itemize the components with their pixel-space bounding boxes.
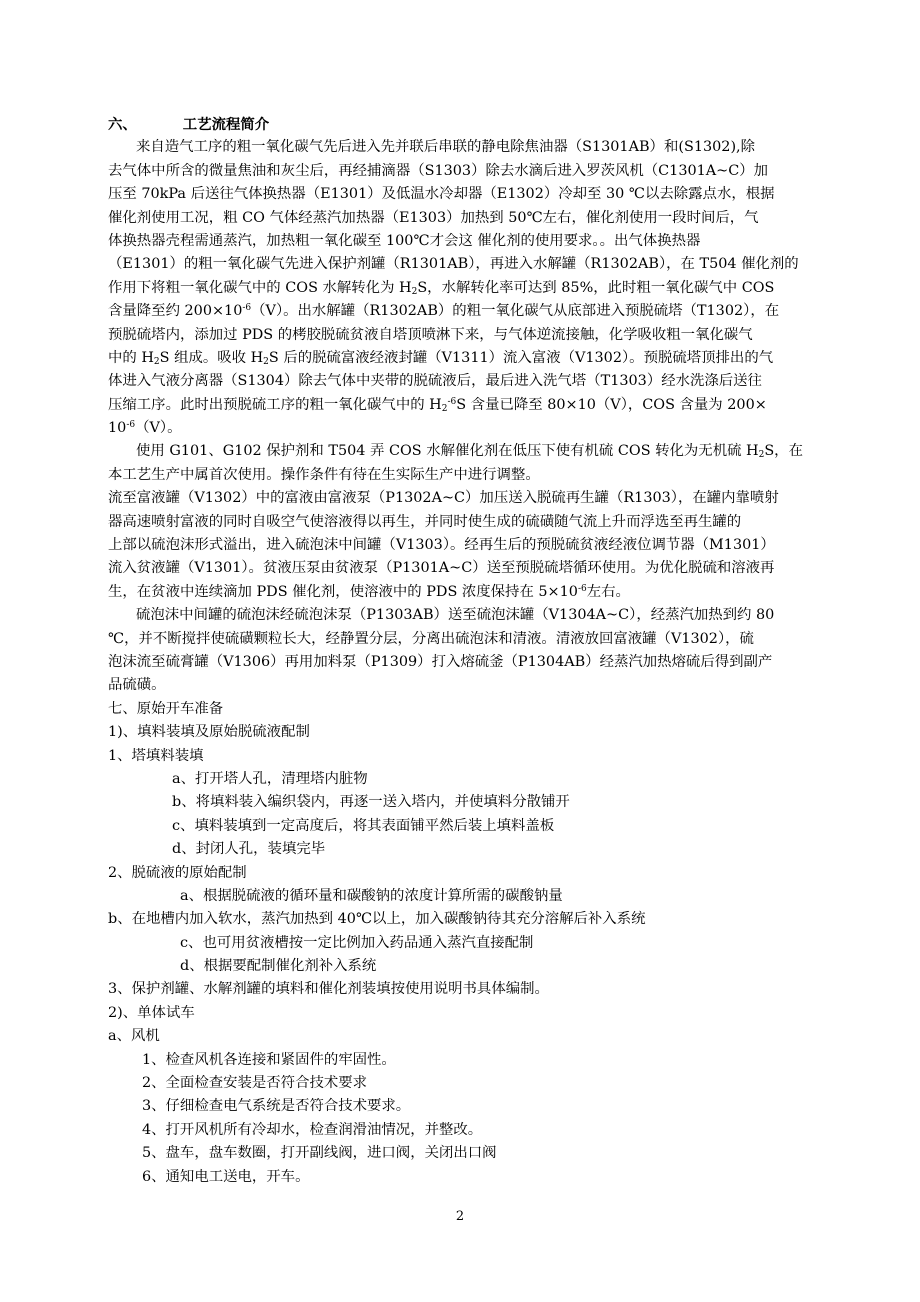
list-item: d、封闭人孔，装填完毕 xyxy=(172,841,326,858)
text-run: 作用下将粗一氧化碳气中的 COS 水解转化为 H xyxy=(108,279,412,296)
superscript: -6 xyxy=(242,303,252,314)
text-run: 中的 H xyxy=(108,349,154,366)
list-item: 4、打开风机所有冷却水，检查润滑油情况，并整改。 xyxy=(142,1121,483,1138)
paragraph-line: 品硫磺。 xyxy=(108,677,166,694)
list-heading-catalyst: 3、保护剂罐、水解剂罐的填料和催化剂装填按使用说明书具体编制。 xyxy=(108,981,549,998)
paragraph-line: 催化剂使用工况，粗 CO 气体经蒸汽加热器（E1303）加热到 50℃左右，催化剂使用一段时间后，气 xyxy=(108,209,759,226)
subscript: 2 xyxy=(263,356,269,367)
list-item: a、打开塔人孔，清理塔内脏物 xyxy=(172,770,368,787)
list-item: c、也可用贫液槽按一定比例加入药品通入蒸汽直接配制 xyxy=(180,934,534,951)
list-item: b、将填料装入编织袋内，再逐一送入塔内，并使填料分散铺开 xyxy=(172,794,570,811)
paragraph-process-flow xyxy=(108,136,820,440)
subscript: 2 xyxy=(411,286,418,297)
text-run: S 含量已降至 80×10 xyxy=(456,396,596,413)
text-run: 使用 G101、G102 保护剂和 T504 弄 COS 水解催化剂在低压下使有机硫 COS 转化为无机硫 H xyxy=(136,443,759,460)
paragraph-line xyxy=(108,417,820,440)
document-body xyxy=(108,113,820,1189)
list-item: 5、盘车，盘车数圈，打开副线阀，进口阀，关闭出口阀 xyxy=(142,1145,497,1162)
list-item: a、根据脱硫液的循环量和碳酸钠的浓度计算所需的碳酸钠量 xyxy=(180,887,563,904)
paragraph-regeneration xyxy=(108,487,820,604)
subsection-heading-1: 1)、填料装填及原始脱硫液配制 xyxy=(108,724,310,741)
list-item: 2、全面检查安装是否符合技术要求 xyxy=(142,1075,368,1092)
paragraph-line: 流入贫液罐（V1301）。贫液压泵由贫液泵（P1301A~C）送至预脱硫塔循环使用。为优化脱硫和溶液再 xyxy=(108,560,775,577)
text-run: 左右。 xyxy=(586,583,630,600)
text-run: S 组成。吸收 H xyxy=(159,349,264,366)
text-run: 含量降至约 200×10 xyxy=(108,303,243,320)
paragraph-line: （E1301）的粗一氧化碳气先进入保护剂罐（R1301AB），再进入水解罐（R1302AB），在 T504 催化剂的 xyxy=(108,256,799,273)
section-heading-7: 七、原始开车准备 xyxy=(108,700,224,717)
subscript: 2 xyxy=(758,450,765,461)
text-run: 生，在贫液中连续滴加 PDS 催化剂，使溶液中的 PDS 浓度保持在 5×10 xyxy=(108,583,578,600)
subscript: 2 xyxy=(441,403,448,414)
paragraph-sulfur-foam xyxy=(108,604,820,698)
text-run: S 后的脱硫富液经液封罐（V1311）流入富液（V1302）。预脱硫塔顶排出的气 xyxy=(268,349,774,366)
paragraph-line xyxy=(108,347,820,370)
text-run: （V）。 xyxy=(135,420,182,437)
list-heading-solution: 2、脱硫液的原始配制 xyxy=(108,864,247,881)
paragraph-line: 体进入气液分离器（S1304）除去气体中夹带的脱硫液后，最后进入洗气塔（T1303）经水洗涤后送往 xyxy=(108,373,762,390)
paragraph-line: 体换热器壳程需通蒸汽，加热粗一氧化碳至 100℃才会这 催化剂的使用要求。。出气体换热器 xyxy=(108,232,701,249)
paragraph-line xyxy=(108,300,820,323)
text-run: S，水解转化率可达到 85%，此时粗一氧化碳气中 COS xyxy=(417,279,775,296)
section-number: 六、 xyxy=(108,116,137,133)
list-item: 3、仔细检查电气系统是否符合技术要求。 xyxy=(142,1098,411,1115)
text-run: 10 xyxy=(108,420,127,437)
superscript: -6 xyxy=(447,396,457,407)
text-run: S，在 xyxy=(764,443,803,460)
paragraph-line xyxy=(108,440,820,463)
list-heading-fan: a、风机 xyxy=(108,1028,160,1045)
paragraph-line: 器高速喷射富液的同时自吸空气使溶液得以再生，并同时使生成的硫磺随气流上升而浮选至再生罐的 xyxy=(108,513,742,530)
list-item: b、在地槽内加入软水，蒸汽加热到 40℃以上，加入碳酸钠待其充分溶解后补入系统 xyxy=(108,911,646,928)
paragraph-line xyxy=(108,277,820,300)
paragraph-line: 泡沫流至硫膏罐（V1306）再用加料泵（P1309）打入熔硫釜（P1304AB）经蒸汽加热熔硫后得到副产 xyxy=(108,653,773,670)
paragraph-line xyxy=(108,394,820,417)
list-item: 6、通知电工送电，开车。 xyxy=(142,1168,310,1185)
paragraph-line: ℃，并不断搅拌使硫磺颗粒长大，经静置分层，分离出硫泡沫和清液。清液放回富液罐（V1302），硫 xyxy=(108,630,754,647)
paragraph-line: 预脱硫塔内，添加过 PDS 的栲胶脱硫贫液自塔顶喷淋下来，与气体逆流接触，化学吸收粗一氧化碳气 xyxy=(108,326,753,343)
paragraph-line: 流至富液罐（V1302）中的富液由富液泵（P1302A~C）加压送入脱硫再生罐（R1303），在罐内靠喷射 xyxy=(108,490,779,507)
paragraph-line: 硫泡沫中间罐的硫泡沫经硫泡沫泵（P1303AB）送至硫泡沫罐（V1304A~C），经蒸汽加热到约 80 xyxy=(136,607,775,624)
list-item: c、填料装填到一定高度后，将其表面铺平然后装上填料盖板 xyxy=(172,817,555,834)
paragraph-catalyst-usage xyxy=(108,440,820,487)
page-number: 2 xyxy=(455,1209,465,1224)
paragraph-line: 来自造气工序的粗一氧化碳气先后进入先并联后串联的静电除焦油器（S1301AB）和(S1302),除 xyxy=(136,139,756,156)
list-item: d、根据要配制催化剂补入系统 xyxy=(180,958,377,975)
section-title: 工艺流程简介 xyxy=(182,116,270,133)
paragraph-line: 上部以硫泡沫形式溢出，进入硫泡沫中间罐（V1303）。经再生后的预脱硫贫液经液位调节器（M1301） xyxy=(108,537,775,554)
text-run: 压缩工序。此时出预脱硫工序的粗一氧化碳气中的 H xyxy=(108,396,442,413)
subsection-heading-2: 2)、单体试车 xyxy=(108,1004,195,1021)
list-item: 1、检查风机各连接和紧固件的牢固性。 xyxy=(142,1051,396,1068)
paragraph-line: 去气体中所含的微量焦油和灰尘后，再经捕滴器（S1303）除去水滴后进入罗茨风机（C1301A~C）加 xyxy=(108,162,769,179)
section-heading-6 xyxy=(108,113,820,136)
paragraph-line xyxy=(108,581,820,604)
text-run: （V）。出水解罐（R1302AB）的粗一氧化碳气从底部进入预脱硫塔（T1302），在 xyxy=(251,303,780,320)
list-heading-packing: 1、塔填料装填 xyxy=(108,747,204,764)
superscript: -6 xyxy=(577,583,587,594)
subscript: 2 xyxy=(153,356,160,367)
paragraph-line: 本工艺生产中属首次使用。操作条件有待在生实际生产中进行调整。 xyxy=(108,466,540,483)
superscript: -6 xyxy=(126,420,136,431)
paragraph-line: 压至 70kPa 后送往气体换热器（E1301）及低温水冷却器（E1302）冷却至 30 ℃以去除露点水，根据 xyxy=(108,186,775,203)
text-run: （V），COS 含量为 200× xyxy=(595,396,767,413)
